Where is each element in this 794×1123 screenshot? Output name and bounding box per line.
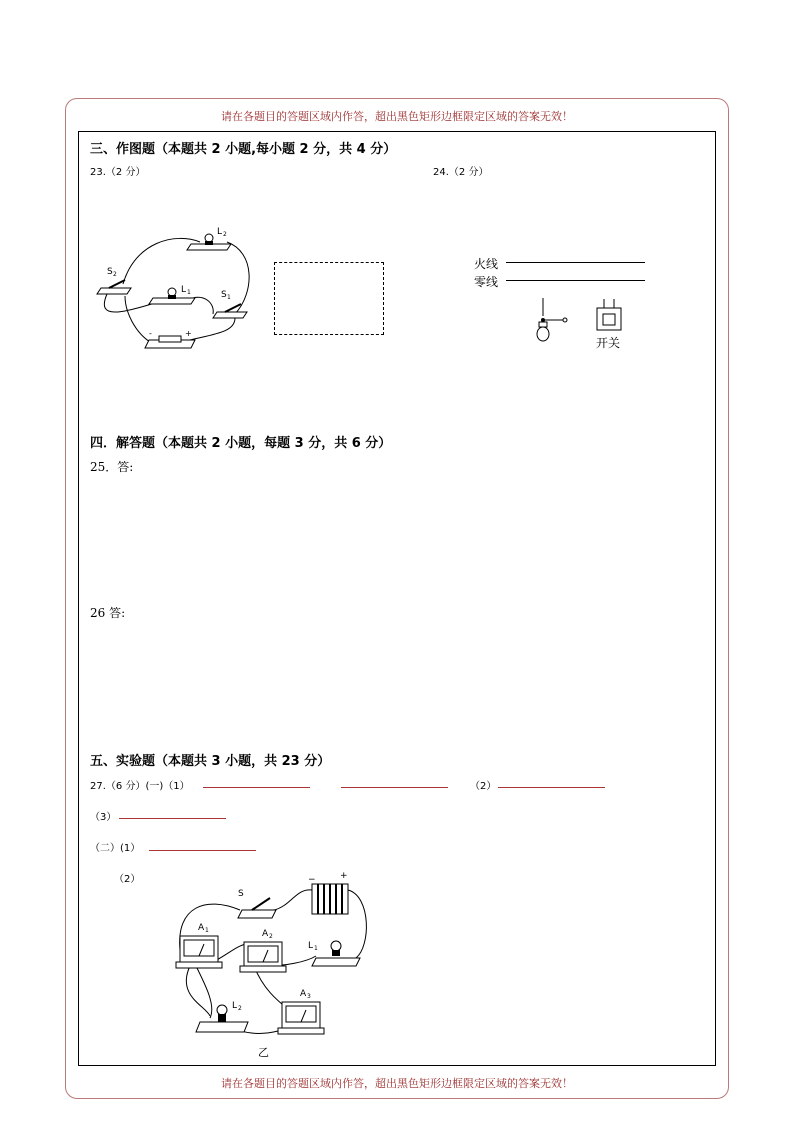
q27-blank-2[interactable] — [341, 776, 448, 788]
notice-top: 请在各题目的答题区域内作答，超出黑色矩形边框限定区域的答案无效！ — [221, 110, 573, 123]
q27-blank-4[interactable] — [119, 807, 226, 819]
l2-sub: 2 — [223, 231, 227, 238]
ammeter-a2 — [240, 929, 286, 972]
battery2-minus: − — [308, 875, 316, 885]
q27-part2-label: （2） — [470, 781, 497, 792]
q23-drawing-box[interactable] — [274, 262, 384, 335]
ammeter-a3 — [278, 989, 324, 1034]
battery — [145, 329, 195, 348]
q27-partB2-label: （2） — [114, 874, 141, 885]
battery2-plus: + — [340, 871, 348, 881]
lamp-l1 — [149, 285, 195, 304]
section5-title: 五、实验题（本题共 3 小题，共 23 分） — [90, 754, 331, 769]
section4-title: 四．解答题（本题共 2 小题，每题 3 分，共 6 分） — [90, 436, 392, 451]
q27-part3-label: （3） — [90, 812, 117, 823]
l2-exp-label: L — [232, 1001, 238, 1011]
s2-label: S — [107, 267, 113, 277]
l1-label: L — [181, 285, 187, 295]
figure-caption: 乙 — [258, 1046, 269, 1059]
a2-sub: 2 — [269, 933, 273, 940]
battery-pack — [308, 871, 348, 914]
section3-title: 三、作图题（本题共 2 小题,每小题 2 分，共 4 分） — [90, 142, 397, 157]
q26-label: 26 答: — [90, 606, 126, 620]
switch-s — [238, 889, 276, 918]
q27-circuit-figure — [166, 866, 386, 1060]
q27-blank-3[interactable] — [498, 776, 605, 788]
q23-label: 23.（2 分） — [90, 167, 146, 178]
l1-sub: 1 — [187, 289, 191, 296]
a3-label: A — [300, 989, 307, 999]
q24-label: 24.（2 分） — [433, 167, 489, 178]
a3-sub: 3 — [307, 993, 311, 1000]
ammeter-a1 — [176, 923, 222, 968]
l2-label: L — [217, 227, 223, 237]
battery-plus: + — [185, 329, 192, 338]
lamp-l1-exp — [308, 941, 360, 966]
lamp-icon — [530, 296, 570, 344]
s1-label: S — [221, 290, 227, 300]
lamp-l2-exp — [196, 1001, 248, 1032]
lamp-l2 — [187, 227, 231, 250]
a2-label: A — [262, 929, 269, 939]
zero-line-label: 零线 — [474, 275, 499, 289]
s1-sub: 1 — [227, 294, 231, 301]
zero-line — [506, 280, 645, 281]
l1-exp-sub: 1 — [314, 945, 318, 952]
s-label: S — [238, 889, 244, 899]
battery-minus: - — [149, 329, 152, 338]
switch-label: 开关 — [596, 336, 621, 350]
s2-sub: 2 — [113, 271, 117, 278]
fire-line — [506, 262, 645, 263]
fire-line-label: 火线 — [474, 257, 499, 271]
a1-sub: 1 — [205, 927, 209, 934]
a1-label: A — [198, 923, 205, 933]
q25-label: 25．答: — [90, 460, 134, 474]
switch-icon — [594, 298, 624, 334]
q23-circuit-figure — [95, 222, 265, 354]
q27-head: 27.（6 分）(一)（1） — [90, 781, 190, 792]
q27-partB-label: （二）(1） — [90, 843, 141, 854]
q27-blank-1[interactable] — [203, 776, 310, 788]
notice-bottom: 请在各题目的答题区域内作答，超出黑色矩形边框限定区域的答案无效！ — [221, 1077, 573, 1090]
q27-blank-5[interactable] — [149, 839, 256, 851]
l2-exp-sub: 2 — [238, 1005, 242, 1012]
l1-exp-label: L — [308, 941, 314, 951]
switch-s2 — [97, 267, 131, 294]
